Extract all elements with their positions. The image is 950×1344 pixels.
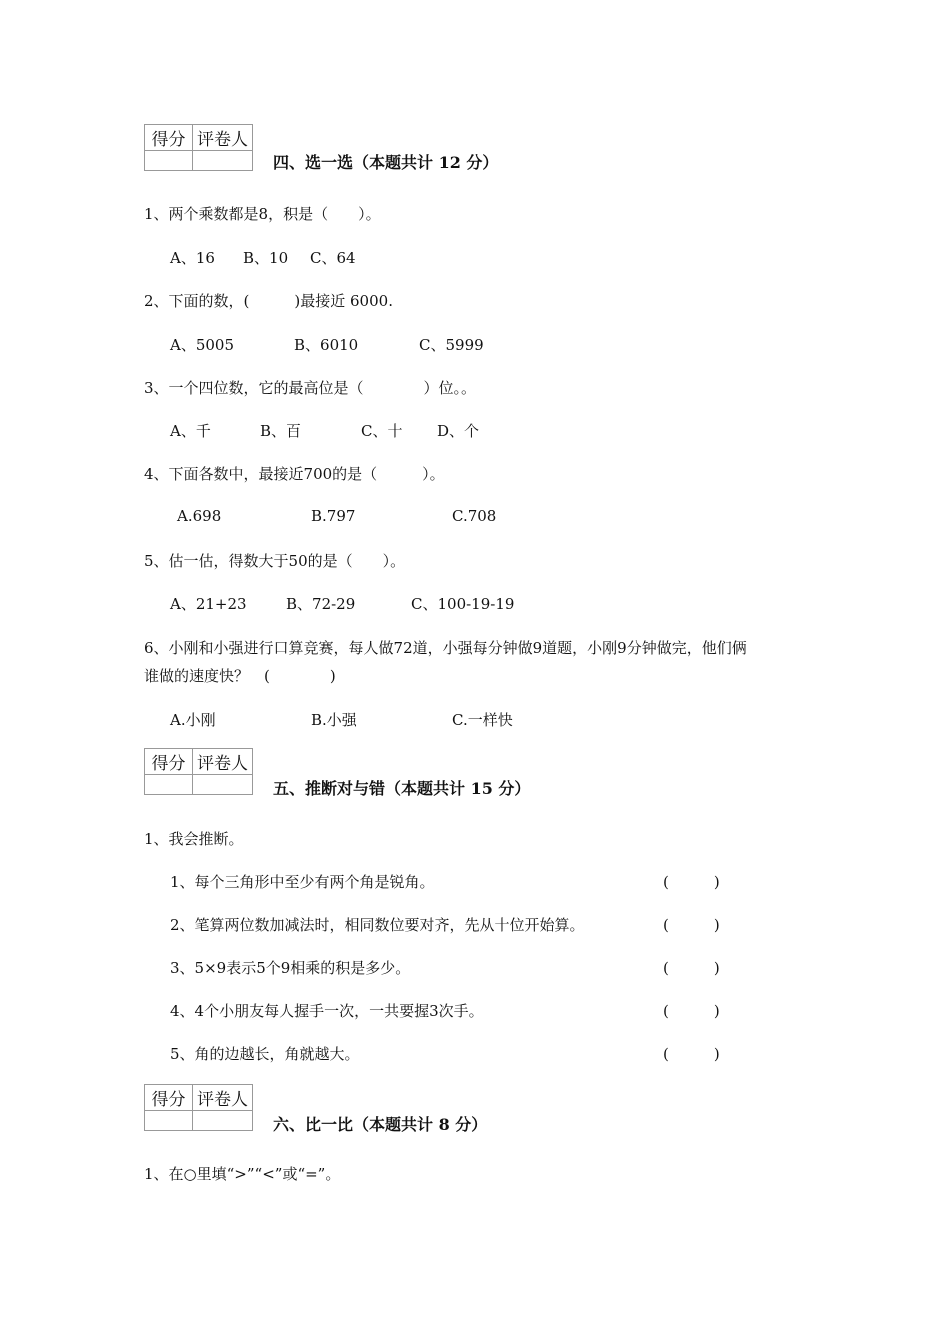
answer-bracket[interactable]: ( ) bbox=[663, 959, 720, 977]
option: B、百 bbox=[260, 422, 302, 440]
answer-bracket[interactable]: ( ) bbox=[663, 873, 720, 891]
grader-cell[interactable] bbox=[193, 775, 253, 795]
answer-bracket[interactable]: ( ) bbox=[663, 1002, 720, 1020]
grader-label: 评卷人 bbox=[193, 749, 253, 775]
score-box bbox=[144, 1084, 253, 1131]
question-6: 6、小刚和小强进行口算竞赛，每人做72道，小强每分钟做9道题，小刚9分钟做完，他们俩 bbox=[144, 639, 747, 657]
option: C、64 bbox=[310, 249, 356, 267]
option: B、6010 bbox=[294, 336, 359, 354]
option: B、72-29 bbox=[286, 595, 356, 613]
question-6-line2: 谁做的速度快？ ( ) bbox=[144, 667, 336, 685]
score-cell[interactable] bbox=[145, 775, 193, 795]
option: B.小强 bbox=[311, 711, 357, 729]
option: C.708 bbox=[452, 507, 497, 525]
option: C、十 bbox=[361, 422, 403, 440]
grader-cell[interactable] bbox=[193, 1111, 253, 1131]
option: A、千 bbox=[170, 422, 211, 440]
grader-label: 评卷人 bbox=[193, 1085, 253, 1111]
judge-item: 3、5×9表示5个9相乘的积是多少。 bbox=[170, 959, 411, 977]
judge-item: 2、笔算两位数加减法时，相同数位要对齐，先从十位开始算。 bbox=[170, 916, 585, 934]
option: A.小刚 bbox=[170, 711, 216, 729]
question-1: 1、两个乘数都是8，积是（ ）。 bbox=[144, 205, 381, 223]
judge-item: 4、4个小朋友每人握手一次，一共要握3次手。 bbox=[170, 1002, 484, 1020]
question-4: 4、下面各数中，最接近700的是（ ）。 bbox=[144, 465, 445, 483]
question-3: 3、一个四位数，它的最高位是（ ）位。。 bbox=[144, 379, 477, 397]
grader-cell[interactable] bbox=[193, 151, 253, 171]
score-label: 得分 bbox=[145, 1085, 193, 1111]
answer-bracket[interactable]: ( ) bbox=[663, 1045, 720, 1063]
question-5: 5、估一估，得数大于50的是（ ）。 bbox=[144, 552, 406, 570]
option: A.698 bbox=[177, 507, 222, 525]
judge-item: 5、角的边越长，角就越大。 bbox=[170, 1045, 360, 1063]
judge-item: 1、每个三角形中至少有两个角是锐角。 bbox=[170, 873, 435, 891]
section4-title: 四、选一选（本题共计 12 分） bbox=[273, 153, 499, 172]
question-2: 2、下面的数，( )最接近 6000. bbox=[144, 292, 393, 310]
option: A、5005 bbox=[170, 336, 235, 354]
section6-title: 六、比一比（本题共计 8 分） bbox=[273, 1115, 488, 1134]
score-label: 得分 bbox=[145, 125, 193, 151]
option: D、个 bbox=[437, 422, 480, 440]
score-label: 得分 bbox=[145, 749, 193, 775]
answer-bracket[interactable]: ( ) bbox=[663, 916, 720, 934]
score-cell[interactable] bbox=[145, 1111, 193, 1131]
score-box bbox=[144, 124, 253, 171]
option: C、5999 bbox=[419, 336, 484, 354]
option: A、21+23 bbox=[170, 595, 247, 613]
option: B、10 bbox=[243, 249, 289, 267]
score-cell[interactable] bbox=[145, 151, 193, 171]
grader-label: 评卷人 bbox=[193, 125, 253, 151]
option: A、16 bbox=[170, 249, 215, 267]
compare-intro: 1、在○里填“>”“<”或“=”。 bbox=[144, 1165, 341, 1183]
option: C、100-19-19 bbox=[411, 595, 515, 613]
option: B.797 bbox=[311, 507, 356, 525]
option: C.一样快 bbox=[452, 711, 513, 729]
score-box bbox=[144, 748, 253, 795]
section5-title: 五、推断对与错（本题共计 15 分） bbox=[273, 779, 531, 798]
judge-intro: 1、我会推断。 bbox=[144, 830, 244, 848]
